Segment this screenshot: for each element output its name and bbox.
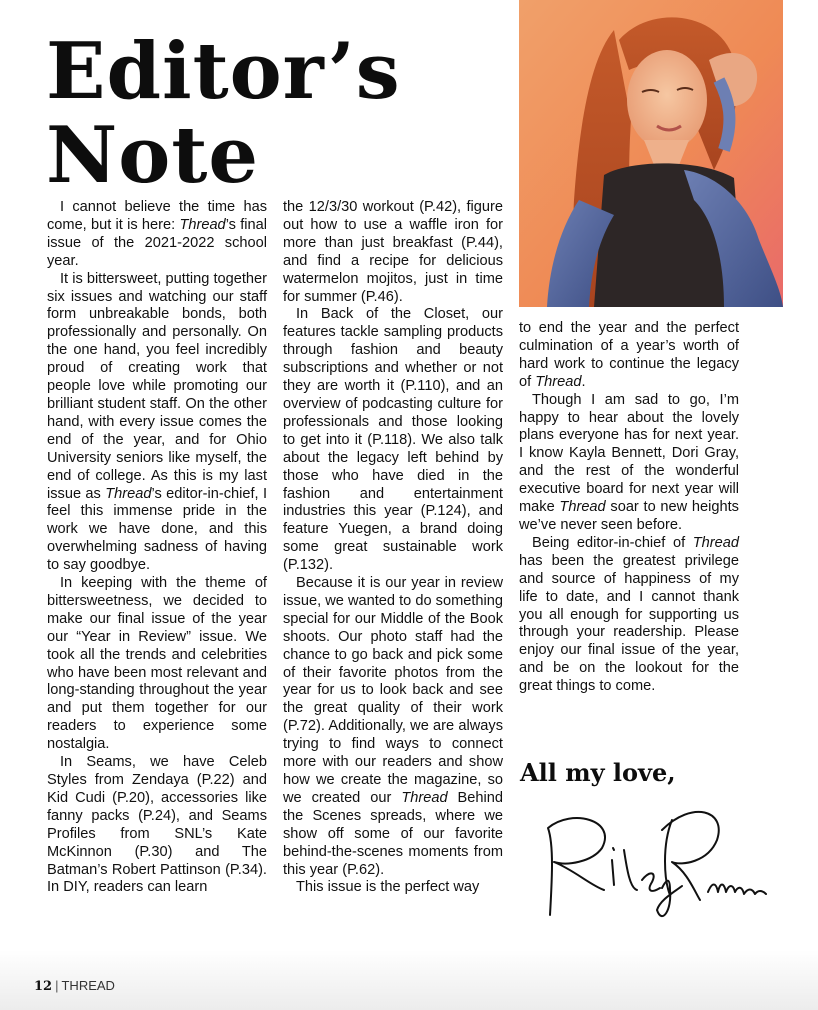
- publication-name: THREAD: [61, 978, 115, 993]
- signoff: All my love,: [520, 758, 676, 787]
- title-line-2: Note: [46, 110, 259, 201]
- paragraph: In Seams, we have Celeb Styles from Zendaya (P.22) and Kid Cudi (P.20), accessories like fanny packs (P.24), and Seams Profiles from SNL’s Kate McKinnon (P.30) and The Batman’s Robert Pattinson (P.34). In DIY, readers can learn: [47, 754, 267, 896]
- paragraph: Though I am sad to go, I’m happy to hear about the lovely plans everyone has for next year. I know Kayla Bennett, Dori Gray, and the rest of the wonderful executive board for next year will make Thread soar to new heights we’ve never seen before.: [519, 391, 739, 533]
- signature: [512, 800, 776, 930]
- paragraph: This issue is the perfect way: [296, 879, 480, 896]
- paragraph: In keeping with the theme of bittersweetness, we decided to make our final issue of the year our “Year in Review” issue. We took all the trends and celebrities who have been most relevant and long-standing throughout the year and put them together for our readers to experience some nostalgia.: [47, 575, 267, 753]
- folio-separator: |: [55, 978, 59, 993]
- page-title: [46, 26, 401, 201]
- folio: [34, 978, 115, 994]
- column-3: [519, 320, 739, 696]
- paragraph: Being editor-in-chief of Thread has been the greatest privilege and source of happiness of my life to date, and I cannot thank you all enough for supporting us through your readership. Please enjoy our final issue of the year, and be on the lookout for the great things to come.: [519, 534, 739, 695]
- column-1: [47, 199, 267, 897]
- paragraph: to end the year and the perfect culmination of a year’s worth of hard work to continue the legacy of Thread.: [519, 320, 739, 390]
- paragraph: I cannot believe the time has come, but it is here: Thread’s final issue of the 2021-2022 school year.: [47, 199, 267, 269]
- paragraph: In Back of the Closet, our features tackle sampling products through fashion and beauty subscriptions and whether or not they are worth it (P.110), and an overview of podcasting culture for professionals and those looking to get into it (P.118). We also talk about the legacy left behind by those who have died in the fashion and entertainment industries this year (P.124), and feature Yuegen, a brand doing some great sustainable work (P.132).: [283, 306, 503, 574]
- editor-photo: [519, 0, 783, 307]
- column-2: [283, 199, 503, 897]
- paragraph: It is bittersweet, putting together six issues and watching our staff form unbreakable bonds, both professionally and personally. On the one hand, you feel incredibly proud of creating work that people love while promoting our brilliant student staff. On the other hand, with every issue comes the end of the year, and for Ohio University seniors like myself, the end of college. As this is my last issue as Thread’s editor-in-chief, I feel this immense pride in the work we have done, and this overwhelming sadness of having to say goodbye.: [47, 270, 267, 574]
- paragraph: Because it is our year in review issue, we wanted to do something special for our Middle of the Book shoots. Our photo staff had the chance to go back and pick some of their favorite photos from the year for us to look back and see the great quality of their work (P.72). Additionally, we are always trying to find ways to connect more with our readers and show how we create the magazine, so we created our Thread Behind the Scenes spreads, where we show off some of our favorite behind-the-scenes moments from this year (P.62).: [283, 575, 504, 878]
- page-footer: [0, 950, 818, 1010]
- title-line-1: Editor’s: [46, 26, 401, 117]
- paragraph: the 12/3/30 workout (P.42), figure out how to use a waffle iron for more than just breakfast (P.44), and find a recipe for delicious watermelon mojitos, just in time for summer (P.46).: [283, 199, 503, 305]
- page-number: 12: [34, 979, 53, 994]
